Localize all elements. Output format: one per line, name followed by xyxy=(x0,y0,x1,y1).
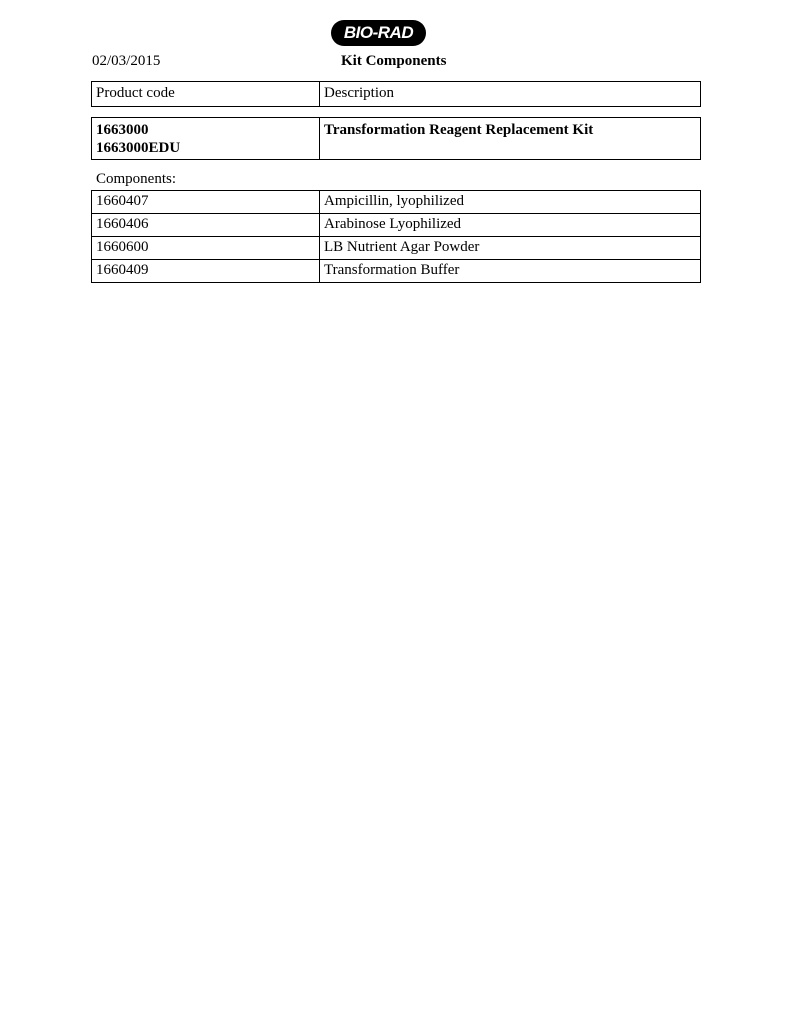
component-description: Ampicillin, lyophilized xyxy=(320,191,701,214)
logo-text: BIO-RAD xyxy=(343,23,414,42)
table-header-row xyxy=(92,82,701,107)
table-row xyxy=(92,260,701,283)
component-description: Transformation Buffer xyxy=(320,260,701,283)
component-code: 1660406 xyxy=(92,214,320,237)
component-description: Arabinose Lyophilized xyxy=(320,214,701,237)
components-table xyxy=(91,190,701,283)
bio-rad-logo xyxy=(331,20,426,46)
product-code: 1663000EDU xyxy=(96,140,181,156)
component-code: 1660600 xyxy=(92,237,320,260)
product-table xyxy=(91,117,701,160)
table-row xyxy=(92,237,701,260)
components-label: Components: xyxy=(96,171,177,187)
component-code: 1660409 xyxy=(92,260,320,283)
page-title: Kit Components xyxy=(341,53,447,69)
product-description: Transformation Reagent Replacement Kit xyxy=(320,118,701,160)
product-codes-cell xyxy=(92,118,320,160)
table-row xyxy=(92,191,701,214)
product-code: 1663000 xyxy=(96,122,149,138)
document-date: 02/03/2015 xyxy=(92,53,161,69)
description-header: Description xyxy=(320,82,701,107)
column-header-table xyxy=(91,81,701,107)
component-code: 1660407 xyxy=(92,191,320,214)
table-row xyxy=(92,214,701,237)
product-row xyxy=(92,118,701,160)
product-code-header: Product code xyxy=(92,82,320,107)
component-description: LB Nutrient Agar Powder xyxy=(320,237,701,260)
